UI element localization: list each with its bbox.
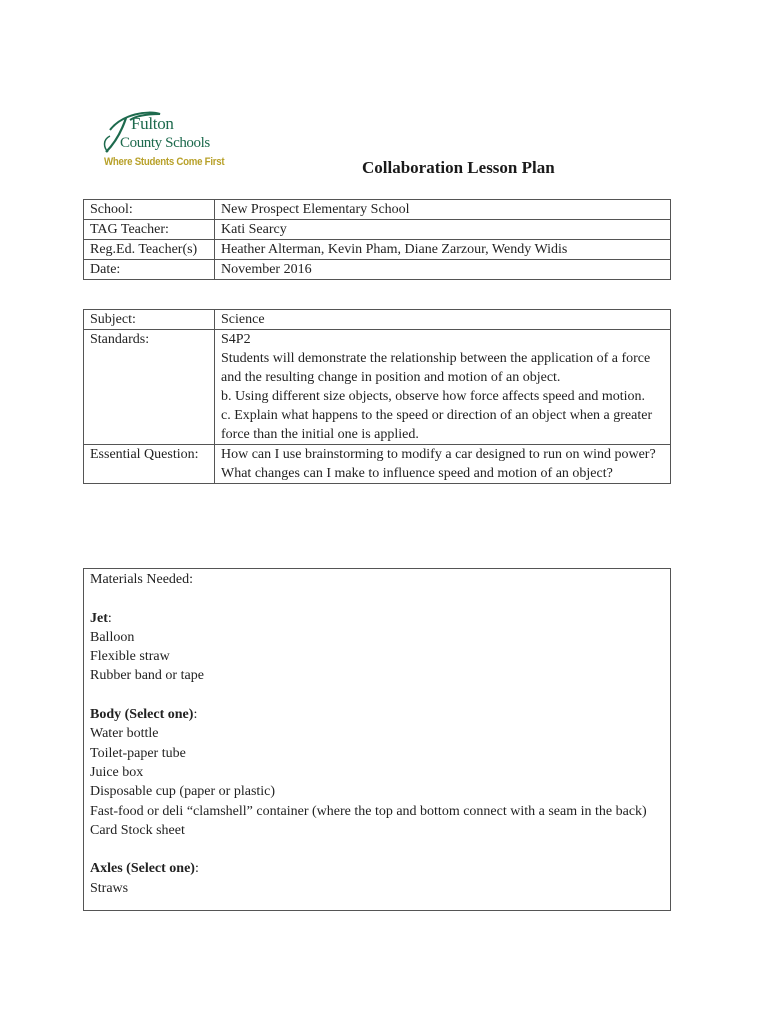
question-1: How can I use brainstorming to modify a car designed to run on wind power? xyxy=(221,447,656,462)
materials-box xyxy=(83,568,671,911)
list-item: Balloon xyxy=(90,629,135,645)
question-2: What changes can I make to influence speed and motion of an object? xyxy=(221,466,613,481)
standards-value xyxy=(215,330,671,445)
page-title: Collaboration Lesson Plan xyxy=(362,158,555,177)
list-item: Fast-food or deli “clamshell” container (where the top and bottom connect with a seam in the back) xyxy=(90,803,647,819)
list-item: Water bottle xyxy=(90,726,159,742)
standard-element-b: b. Using different size objects, observe how force affects speed and motion. xyxy=(221,389,646,404)
school-info-table xyxy=(83,199,671,280)
essential-question-value xyxy=(215,445,671,484)
standard-code: S4P2 xyxy=(221,332,251,347)
tag-teacher-value: Kati Searcy xyxy=(215,220,671,240)
reg-ed-teachers-label: Reg.Ed. Teacher(s) xyxy=(84,240,215,260)
axles-heading: Axles (Select one): xyxy=(90,861,199,877)
standards-label: Standards: xyxy=(84,330,215,445)
date-label: Date: xyxy=(84,260,215,280)
materials-heading: Materials Needed: xyxy=(90,572,194,587)
table-row xyxy=(84,445,671,484)
school-label: School: xyxy=(84,200,215,220)
list-item: Rubber band or tape xyxy=(90,668,204,684)
table-row xyxy=(84,310,671,330)
logo-tagline: Where Students Come First xyxy=(104,156,225,168)
essential-question-label: Essential Question: xyxy=(84,445,215,484)
fulton-county-schools-logo xyxy=(96,100,246,180)
body-heading: Body (Select one): xyxy=(90,707,198,723)
standard-text: Students will demonstrate the relationship between the application of a force and the resulting change in position and motion of an object. xyxy=(221,351,651,385)
standard-element-c: c. Explain what happens to the speed or direction of an object when a greater force than the initial one is applied. xyxy=(221,408,653,442)
list-item: Straws xyxy=(90,880,129,896)
subject-value: Science xyxy=(215,310,671,330)
logo-line2: County Schools xyxy=(120,135,210,151)
list-item: Toilet-paper tube xyxy=(90,745,186,761)
reg-ed-teachers-value: Heather Alterman, Kevin Pham, Diane Zarzour, Wendy Widis xyxy=(215,240,671,260)
lesson-table xyxy=(83,309,671,484)
table-row xyxy=(84,200,671,220)
date-value: November 2016 xyxy=(215,260,671,280)
list-item: Disposable cup (paper or plastic) xyxy=(90,784,276,800)
list-item: Card Stock sheet xyxy=(90,822,185,838)
table-row xyxy=(84,330,671,445)
subject-label: Subject: xyxy=(84,310,215,330)
table-row xyxy=(84,260,671,280)
table-row xyxy=(84,240,671,260)
table-row xyxy=(84,220,671,240)
list-item: Flexible straw xyxy=(90,649,170,665)
logo-line1: Fulton xyxy=(131,114,174,133)
school-value: New Prospect Elementary School xyxy=(215,200,671,220)
list-item: Juice box xyxy=(90,764,144,780)
jet-heading: Jet: xyxy=(90,610,112,626)
tag-teacher-label: TAG Teacher: xyxy=(84,220,215,240)
